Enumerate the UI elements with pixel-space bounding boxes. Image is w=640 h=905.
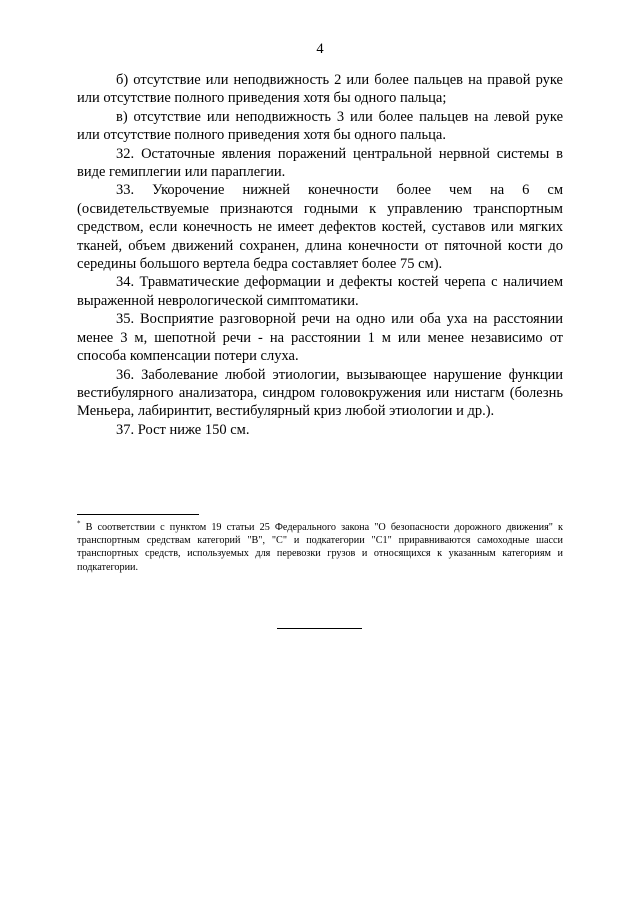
document-body	[77, 71, 563, 439]
footnote	[77, 521, 563, 574]
paragraph-36-vestibular-disorders: 36. Заболевание любой этиологии, вызывающее нарушение функции вестибулярного анализатора, синдром головокружения или нистагм (болезнь Меньера, лабиринтит, вестибулярный криз любой этиологии и др.).	[77, 366, 563, 420]
paragraph-b-right-hand-fingers: б) отсутствие или неподвижность 2 или более пальцев на правой руке или отсутствие полного приведения хотя бы одного пальца;	[77, 72, 563, 107]
footnote-text: В соответствии с пунктом 19 статьи 25 Федерального закона "О безопасности дорожного движения" к транспортным средствам категорий "B", "C" и подкатегории "C1" приравниваются самоходные шасси транспортных средств, используемых для перевозки грузов и относящихся к указанным категориям и подкатегории.	[77, 522, 563, 573]
footnote-marker: *	[77, 519, 81, 528]
footnote-separator	[77, 514, 199, 515]
page-number: 4	[316, 41, 324, 57]
paragraph-35-speech-perception: 35. Восприятие разговорной речи на одно или оба уха на расстоянии менее 3 м, шепотной речи - на расстоянии 1 м или менее независимо от способа компенсации потери слуха.	[77, 311, 563, 365]
paragraph-33-limb-shortening: 33. Укорочение нижней конечности более чем на 6 см (освидетельствуемые признаются годными к управлению транспортным средством, если конечность не имеет дефектов костей, суставов или мягких тканей, объем движений сохранен, длина конечности от пяточной кости до середины большого вертела бедра составляет более 75 см).	[77, 182, 563, 273]
paragraph-37-height: 37. Рост ниже 150 см.	[116, 421, 250, 438]
paragraph-34-skull-deformations: 34. Травматические деформации и дефекты костей черепа с наличием выраженной неврологической симптоматики.	[77, 274, 563, 309]
end-of-document-rule	[277, 628, 362, 629]
paragraph-32-cns-lesions: 32. Остаточные явления поражений центральной нервной системы в виде гемиплегии или параплегии.	[77, 145, 563, 181]
paragraph-v-left-hand-fingers: в) отсутствие или неподвижность 3 или более пальцев на левой руке или отсутствие полного приведения хотя бы одного пальца.	[77, 108, 563, 144]
